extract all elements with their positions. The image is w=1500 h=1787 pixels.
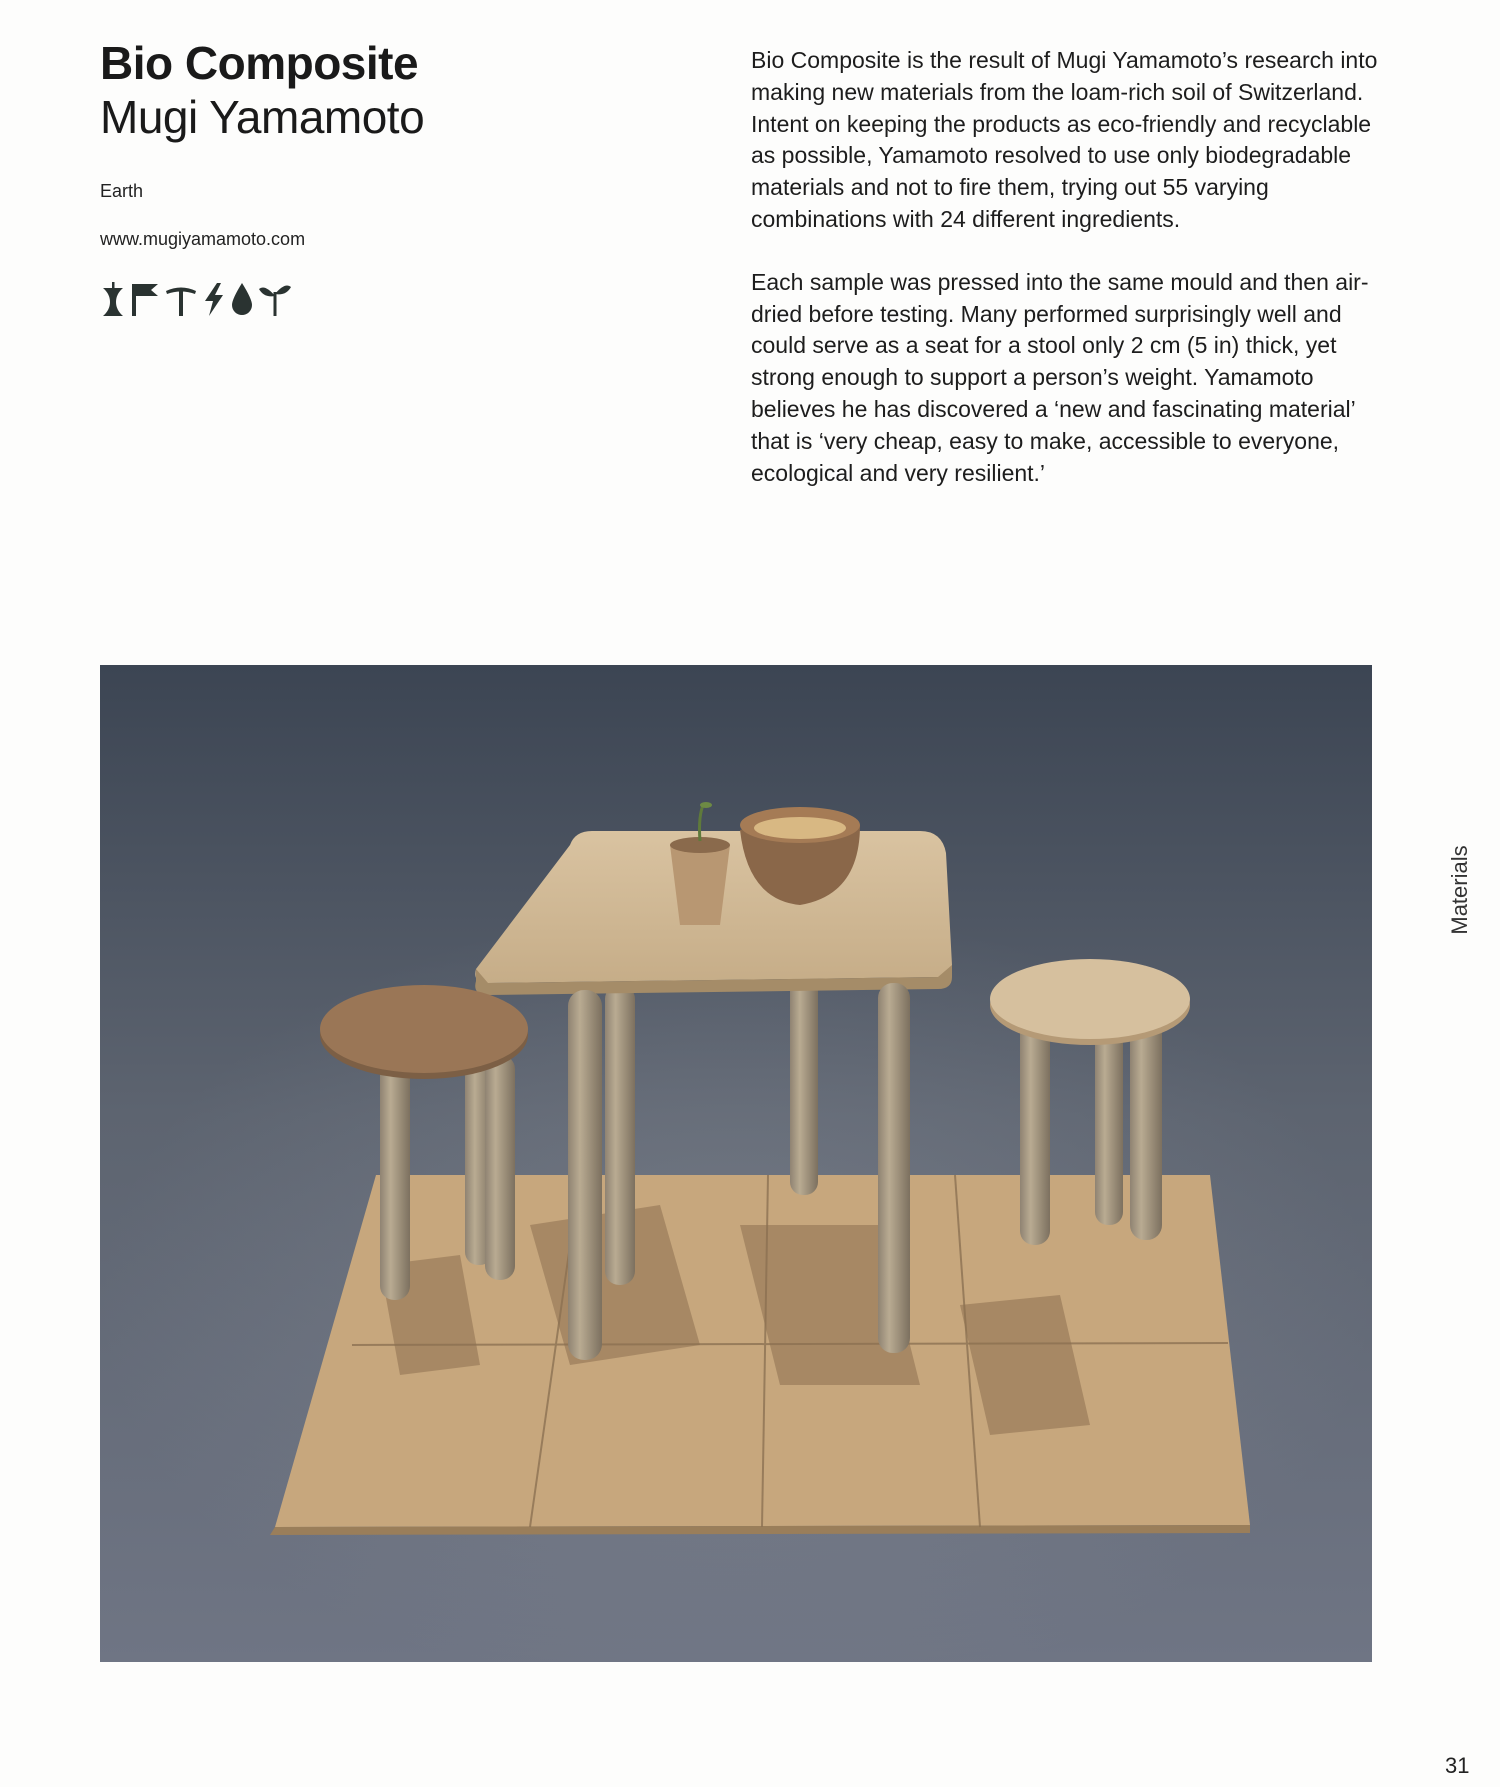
pickaxe-icon [164,282,198,316]
designer-name: Mugi Yamamoto [100,91,425,143]
designer-website-link[interactable]: www.mugiyamamoto.com [100,229,306,249]
seedling-icon [258,282,292,316]
section-label: Materials [1447,845,1472,935]
flag-icon [130,282,160,316]
body-paragraph: Each sample was pressed into the same mould and then air-dried before testing. Many performed surprisingly well and could serve as a seat for a stool only 2 cm (5 in) thick, yet strong enough to support a person’s weight. Yamamoto believes he has discovered a ‘new and fascinating material’ that is ‘very cheap, easy to make, accessible to everyone, ecological and very resilient.’ [751,268,1369,486]
page-number: 31 [1445,1753,1470,1778]
material-category: Earth [100,181,144,201]
product-photo [100,665,1372,1662]
property-icons [100,282,292,316]
article-body [751,45,1381,520]
article-title: Bio Composite [100,37,419,89]
body-paragraph: Bio Composite is the result of Mugi Yamamoto’s research into making new materials from the loam-rich soil of Switzerland. Intent on keeping the products as eco-friendly and recyclable as possible, Yamamoto resolved to use only biodegradable materials and not to fire them, trying out 55 varying combinations with 24 different ingredients. [751,47,1378,232]
water-drop-icon [230,282,254,316]
apple-core-icon [100,282,126,316]
article-heading [100,36,660,144]
lightning-icon [202,282,226,316]
